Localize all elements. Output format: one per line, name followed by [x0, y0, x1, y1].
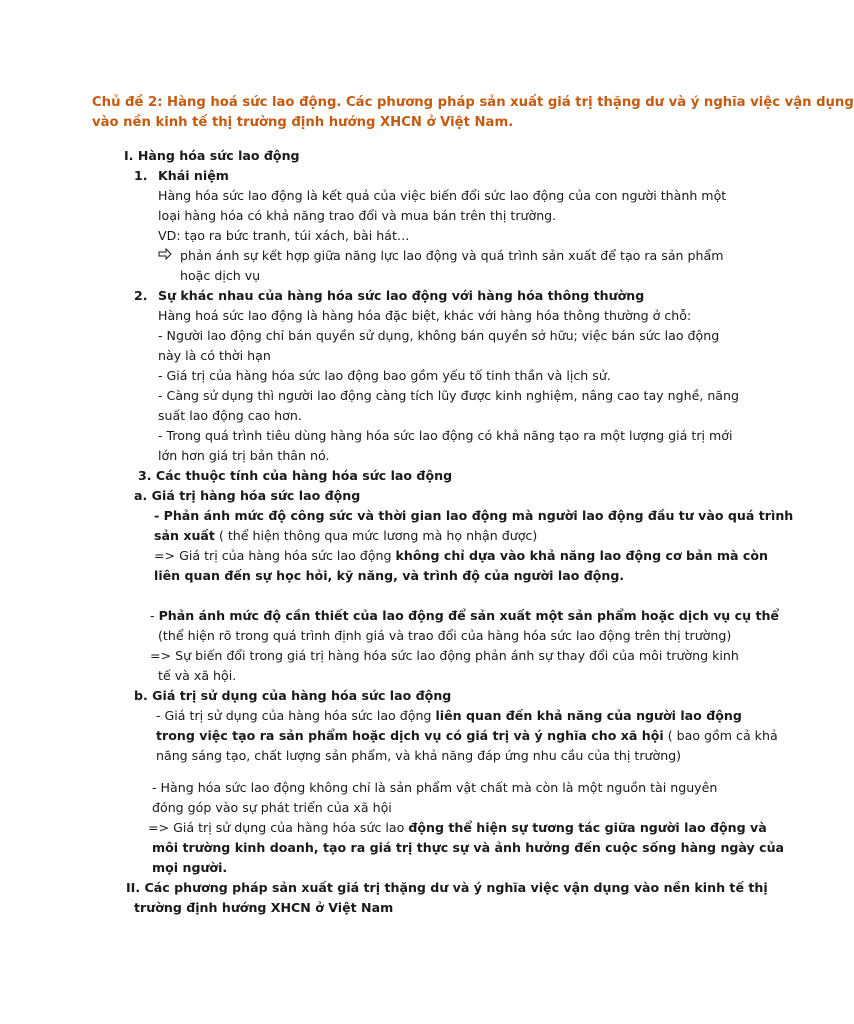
sub-a-p2-line-1: => Giá trị của hàng hóa sức lao động không chỉ dựa vào khả năng lao động cơ bản mà còn	[154, 548, 768, 563]
item-1-text-line-1: Hàng hóa sức lao động là kết quả của việc biến đổi sức lao động của con người thành một	[158, 188, 727, 203]
item-1-example: VD: tạo ra bức tranh, túi xách, bài hát…	[158, 228, 410, 243]
section-2-heading-line-2: trường định hướng XHCN ở Việt Nam	[134, 900, 394, 915]
sub-a-heading: a. Giá trị hàng hóa sức lao động	[134, 488, 361, 503]
sub-a-p3-line-1: - Phản ánh mức độ cần thiết của lao động để sản xuất một sản phẩm hoặc dịch vụ cụ thể	[150, 608, 779, 623]
item-2-bullet-1-line-1: - Người lao động chỉ bán quyền sử dụng, không bán quyền sở hữu; việc bán sức lao động	[158, 328, 720, 343]
sub-a-p4-line-1: => Sự biến đổi trong giá trị hàng hóa sức lao động phản ánh sự thay đổi của môi trường kinh	[150, 648, 739, 663]
item-2-bullet-1-line-2: này là có thời hạn	[158, 348, 271, 363]
item-2-bullet-3-line-2: suất lao động cao hơn.	[158, 408, 302, 423]
sub-b-p3-line-2: môi trường kinh doanh, tạo ra giá trị thực sự và ảnh hưởng đến cuộc sống hàng ngày của	[152, 840, 785, 855]
item-1-arrow-line-2: hoặc dịch vụ	[180, 268, 261, 283]
section-2-heading-line-1: II. Các phương pháp sản xuất giá trị thặng dư và ý nghĩa việc vận dụng vào nền kinh tế thị	[126, 880, 768, 895]
sub-a-p4-line-2: tế và xã hội.	[158, 668, 237, 683]
item-1-arrow-line-1: phản ánh sự kết hợp giữa năng lực lao động và quá trình sản xuất để tạo ra sản phẩm	[180, 248, 724, 263]
sub-b-p2-line-1: - Hàng hóa sức lao động không chỉ là sản phẩm vật chất mà còn là một nguồn tài nguyên	[152, 780, 718, 795]
item-1-text-line-2: loại hàng hóa có khả năng trao đổi và mua bán trên thị trường.	[158, 208, 557, 223]
item-2-bullet-3-line-1: - Càng sử dụng thì người lao động càng tích lũy được kinh nghiệm, nâng cao tay nghề, năng	[158, 388, 740, 403]
item-2-bullet-2: - Giá trị của hàng hóa sức lao động bao gồm yếu tố tinh thần và lịch sử.	[158, 368, 611, 383]
item-2-heading: Sự khác nhau của hàng hóa sức lao động với hàng hóa thông thường	[158, 288, 645, 303]
sub-b-p3-line-3: mọi người.	[152, 860, 228, 875]
section-1-heading: I. Hàng hóa sức lao động	[124, 148, 300, 163]
sub-a-p3-line-2: (thể hiện rõ trong quá trình định giá và trao đổi của hàng hóa sức lao động trên thị trường)	[158, 628, 732, 643]
item-2-intro: Hàng hoá sức lao động là hàng hóa đặc biệt, khác với hàng hóa thông thường ở chỗ:	[158, 308, 692, 323]
item-2-bullet-4-line-2: lớn hơn giá trị bản thân nó.	[158, 448, 330, 463]
doc-title-line-2: vào nền kinh tế thị trường định hướng XHCN ở Việt Nam.	[92, 115, 514, 130]
item-2-number: 2.	[134, 288, 148, 303]
sub-b-p3-line-1: => Giá trị sử dụng của hàng hóa sức lao động thể hiện sự tương tác giữa người lao động và	[148, 820, 767, 835]
item-2-bullet-4-line-1: - Trong quá trình tiêu dùng hàng hóa sức lao động có khả năng tạo ra một lượng giá trị mới	[158, 428, 733, 443]
sub-a-p1-line-2: sản xuất ( thể hiện thông qua mức lương mà họ nhận được)	[154, 528, 538, 543]
sub-b-p1-line-3: năng sáng tạo, chất lượng sản phẩm, và khả năng đáp ứng nhu cầu của thị trường)	[156, 748, 682, 763]
item-3-heading: 3. Các thuộc tính của hàng hóa sức lao động	[138, 468, 453, 483]
sub-a-p2-line-2: liên quan đến sự học hỏi, kỹ năng, và trình độ của người lao động.	[154, 568, 625, 583]
sub-b-p1-line-1: - Giá trị sử dụng của hàng hóa sức lao động liên quan đến khả năng của người lao động	[156, 708, 742, 723]
sub-b-p2-line-2: đóng góp vào sự phát triển của xã hội	[152, 800, 392, 815]
sub-b-heading: b. Giá trị sử dụng của hàng hóa sức lao động	[134, 688, 452, 703]
sub-b-p1-line-2: trong việc tạo ra sản phẩm hoặc dịch vụ có giá trị và ý nghĩa cho xã hội ( bao gồm cả khả	[156, 728, 778, 743]
doc-title-line-1: Chủ đề 2: Hàng hoá sức lao động. Các phương pháp sản xuất giá trị thặng dư và ý nghĩa việc vận dụng	[92, 95, 854, 110]
item-1-heading: Khái niệm	[158, 168, 229, 183]
right-arrow-icon	[158, 246, 172, 266]
sub-a-p1-line-1: - Phản ánh mức độ công sức và thời gian lao động mà người lao động đầu tư vào quá trình	[154, 508, 794, 523]
item-1-number: 1.	[134, 168, 148, 183]
